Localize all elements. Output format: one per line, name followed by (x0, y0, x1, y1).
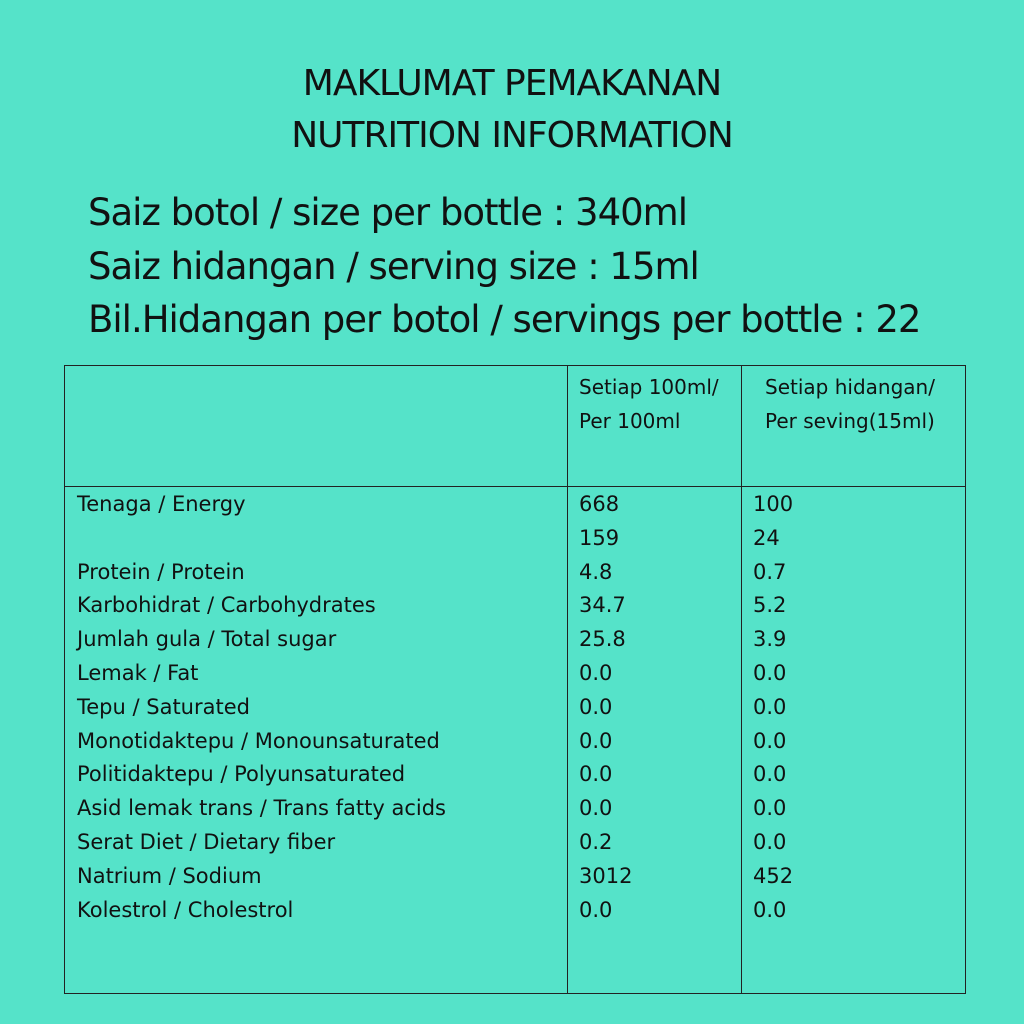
table-row (65, 555, 965, 589)
table-row (65, 487, 965, 521)
bottle-size-text: Saiz botol / size per bottle : 340ml (88, 191, 687, 234)
header-per-100ml-line1: Setiap 100ml/ (579, 375, 719, 399)
per-100ml-value: 34.7 (579, 593, 626, 618)
table-row (65, 859, 965, 893)
per-100ml-value: 0.0 (579, 762, 613, 787)
header-per-100ml (579, 370, 719, 438)
per-100ml-value: 25.8 (579, 627, 626, 652)
page-title-english: NUTRITION INFORMATION (291, 115, 733, 156)
per-serving-value: 0.0 (753, 728, 787, 753)
per-serving-value: 3.9 (753, 627, 787, 652)
servings-per-bottle-text: Bil.Hidangan per botol / servings per bottle : 22 (88, 298, 921, 341)
table-row (65, 757, 965, 791)
nutrient-label: Kolestrol / Cholestrol (77, 897, 294, 922)
per-serving-value: 0.0 (753, 661, 787, 685)
table-row (65, 893, 965, 927)
table-row (65, 825, 965, 859)
table-row (65, 791, 965, 825)
per-100ml-value: 159 (579, 525, 620, 550)
per-serving-value: 100 (753, 492, 794, 516)
per-100ml-value: 0.2 (579, 830, 613, 854)
nutrition-table (64, 365, 966, 994)
serving-size-text: Saiz hidangan / serving size : 15ml (88, 245, 699, 288)
per-100ml-value: 4.8 (579, 559, 613, 584)
per-serving-value: 5.2 (753, 593, 787, 618)
per-serving-value: 24 (753, 525, 780, 550)
table-row (65, 521, 965, 555)
header-per-serving (765, 370, 935, 438)
per-serving-value: 0.0 (753, 694, 787, 719)
per-100ml-value: 3012 (579, 863, 633, 888)
header-per-serving-line1: Setiap hidangan/ (765, 375, 935, 399)
per-serving-value: 0.0 (753, 830, 787, 854)
nutrient-label: Jumlah gula / Total sugar (77, 627, 337, 652)
table-row (65, 656, 965, 690)
per-serving-value: 0.0 (753, 762, 787, 787)
per-100ml-value: 668 (579, 492, 620, 516)
nutrient-label: Natrium / Sodium (77, 863, 262, 888)
table-row (65, 622, 965, 656)
table-row (65, 690, 965, 724)
per-100ml-value: 0.0 (579, 661, 613, 685)
per-100ml-value: 0.0 (579, 796, 613, 821)
nutrient-label: Monotidaktepu / Monounsaturated (77, 728, 440, 753)
per-serving-value: 0.7 (753, 559, 787, 584)
nutrient-label: Tenaga / Energy (77, 492, 246, 516)
table-row (65, 588, 965, 622)
header-per-100ml-line2: Per 100ml (579, 409, 681, 433)
page-title-malay: MAKLUMAT PEMAKANAN (302, 63, 722, 104)
nutrient-label: Asid lemak trans / Trans fatty acids (77, 796, 446, 821)
per-100ml-value: 0.0 (579, 728, 613, 753)
per-100ml-value: 0.0 (579, 897, 613, 922)
nutrient-label: Serat Diet / Dietary fiber (77, 830, 336, 854)
per-serving-value: 452 (753, 863, 794, 888)
table-row (65, 724, 965, 758)
nutrient-label: Politidaktepu / Polyunsaturated (77, 762, 406, 787)
nutrient-label: Protein / Protein (77, 559, 245, 584)
per-serving-value: 0.0 (753, 897, 787, 922)
header-per-serving-line2: Per seving(15ml) (765, 409, 935, 433)
per-100ml-value: 0.0 (579, 694, 613, 719)
per-serving-value: 0.0 (753, 796, 787, 821)
nutrient-label: Karbohidrat / Carbohydrates (77, 593, 376, 618)
nutrient-label: Lemak / Fat (77, 661, 199, 685)
nutrient-label: Tepu / Saturated (77, 694, 250, 719)
